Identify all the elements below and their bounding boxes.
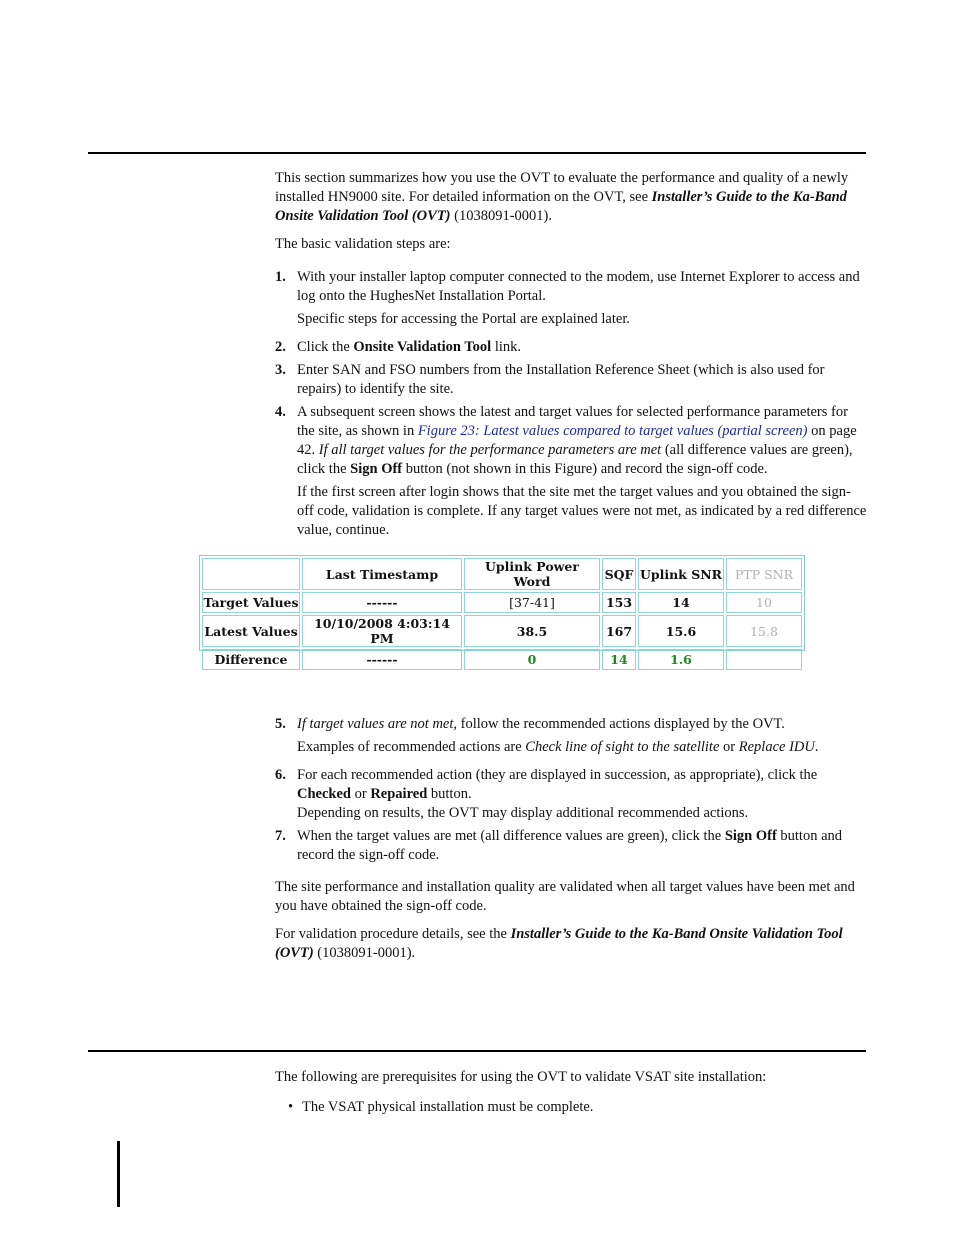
onsite-validation-tool-label: Onsite Validation Tool xyxy=(353,339,492,355)
step-text-part: link. xyxy=(491,339,522,355)
step-text-part: Depending on results, the OVT may display additional recommended actions. xyxy=(297,805,749,821)
step-text-italic: If all target values for the performance parameters are met xyxy=(318,442,662,458)
row-label-difference: Difference xyxy=(202,649,300,670)
step-number: 5. xyxy=(275,716,286,732)
step-number: 3. xyxy=(275,362,286,378)
table-cell xyxy=(726,649,802,670)
repaired-label: Repaired xyxy=(370,786,428,802)
step-text-part: follow the recommended actions displayed by the OVT. xyxy=(457,716,785,732)
step-text-part: button (not shown in this Figure) and record the sign-off code. xyxy=(402,461,768,477)
reference-doc-number: (1038091-0001). xyxy=(313,945,416,961)
step-text-part: A subsequent screen shows the latest and target values for selected performance parameters for the site, as shown in xyxy=(297,404,848,439)
table-cell: [37-41] xyxy=(464,592,600,613)
step-text xyxy=(297,766,867,823)
step-text xyxy=(297,715,867,734)
step-1-note: Specific steps for accessing the Portal are explained later. xyxy=(297,311,630,327)
table-cell: 167 xyxy=(602,615,636,647)
figure-23-link[interactable]: Figure 23: Latest values compared to target values (partial screen) xyxy=(417,423,808,439)
step-text-part: or xyxy=(719,739,739,755)
step-text-part: (all difference values are green), click the xyxy=(297,442,853,477)
step-text: With your installer laptop computer connected to the modem, use Internet Explorer to access and log onto the HughesNet Installation Portal. xyxy=(297,269,860,304)
header-uplink-power-word: Uplink Power Word xyxy=(464,558,600,590)
step-text-italic: If target values are not met, xyxy=(297,716,458,732)
step-text xyxy=(297,827,867,865)
table-cell: 14 xyxy=(638,592,724,613)
table-cell: 15.8 xyxy=(726,615,802,647)
table-cell: 15.6 xyxy=(638,615,724,647)
table-corner-cell xyxy=(202,558,300,590)
validation-summary: The site performance and installation quality are validated when all target values have been met and you have obtained the sign-off code. xyxy=(275,879,855,914)
table-header-row xyxy=(202,558,802,590)
prerequisites-intro: The following are prerequisites for using the OVT to validate VSAT site installation: xyxy=(275,1069,767,1085)
change-bar xyxy=(117,1141,120,1207)
step-text xyxy=(297,403,867,479)
table-cell: ------ xyxy=(302,592,462,613)
header-last-timestamp: Last Timestamp xyxy=(302,558,462,590)
step-text-part: button and record the sign-off code. xyxy=(297,828,843,863)
intro-guide-reference: Installer’s Guide to the Ka-Band Onsite Validation Tool (OVT) xyxy=(275,189,847,224)
step-text-part: Examples of recommended actions are xyxy=(297,739,526,755)
sign-off-label: Sign Off xyxy=(724,828,777,844)
step-number: 2. xyxy=(275,339,286,355)
step-text: Enter SAN and FSO numbers from the Installation Reference Sheet (which is also used for repairs) to identify the site. xyxy=(297,362,825,397)
step-number: 1. xyxy=(275,269,286,285)
sign-off-label: Sign Off xyxy=(350,461,403,477)
step-number: 7. xyxy=(275,828,286,844)
step-text-part: on page 42. xyxy=(297,423,857,458)
procedure-reference xyxy=(275,925,867,963)
header-ptp-snr: PTP SNR xyxy=(726,558,802,590)
step-text-part: . xyxy=(814,739,819,755)
action-example-2: Replace IDU xyxy=(738,739,815,755)
row-label-target-values: Target Values xyxy=(202,592,300,613)
section-rule-bottom xyxy=(88,1050,866,1052)
bullet-icon: • xyxy=(288,1099,294,1115)
step-text-part: Click the xyxy=(297,339,354,355)
list-item-text: The VSAT physical installation must be complete. xyxy=(302,1099,594,1115)
table-row xyxy=(202,615,802,647)
section-rule-top xyxy=(88,152,866,154)
step-number: 4. xyxy=(275,404,286,420)
intro-paragraph xyxy=(275,169,867,226)
action-example-1: Check line of sight to the satellite xyxy=(525,739,720,755)
header-uplink-snr: Uplink SNR xyxy=(638,558,724,590)
reference-guide-title: Installer’s Guide to the Ka-Band Onsite Validation Tool (OVT) xyxy=(275,926,843,961)
step-text-part: For each recommended action (they are displayed in succession, as appropriate), click the xyxy=(297,767,818,783)
table-cell: 38.5 xyxy=(464,615,600,647)
header-sqf: SQF xyxy=(602,558,636,590)
row-label-latest-values: Latest Values xyxy=(202,615,300,647)
checked-label: Checked xyxy=(297,786,351,802)
step-4-note: If the first screen after login shows that the site met the target values and you obtained the sign-off code, validation is complete. If any target values were not met, as indicated by a red difference value, continue. xyxy=(297,484,867,538)
intro-text: This section summarizes how you use the OVT to evaluate the performance and quality of a newly installed HN9000 site. For detailed information on the OVT, see xyxy=(275,170,849,205)
table-cell: 10 xyxy=(726,592,802,613)
table-cell: 1.6 xyxy=(638,649,724,670)
table-cell: 153 xyxy=(602,592,636,613)
ovt-values-table xyxy=(199,555,805,667)
table-row xyxy=(202,649,802,670)
table-cell: 0 xyxy=(464,649,600,670)
table-cell: 10/10/2008 4:03:14 PM xyxy=(302,615,462,647)
step-5-note xyxy=(297,738,867,757)
step-number: 6. xyxy=(275,767,286,783)
step-text-part: When the target values are met (all difference values are green), click the xyxy=(297,828,725,844)
step-text xyxy=(297,338,867,357)
step-text-part: or xyxy=(350,786,371,802)
step-text-part: button. xyxy=(427,786,472,802)
table-cell: ------ xyxy=(302,649,462,670)
table-row xyxy=(202,592,802,613)
reference-text: For validation procedure details, see the xyxy=(275,926,511,942)
table-cell: 14 xyxy=(602,649,636,670)
intro-doc-number: (1038091-0001). xyxy=(450,208,553,224)
steps-intro: The basic validation steps are: xyxy=(275,236,451,252)
